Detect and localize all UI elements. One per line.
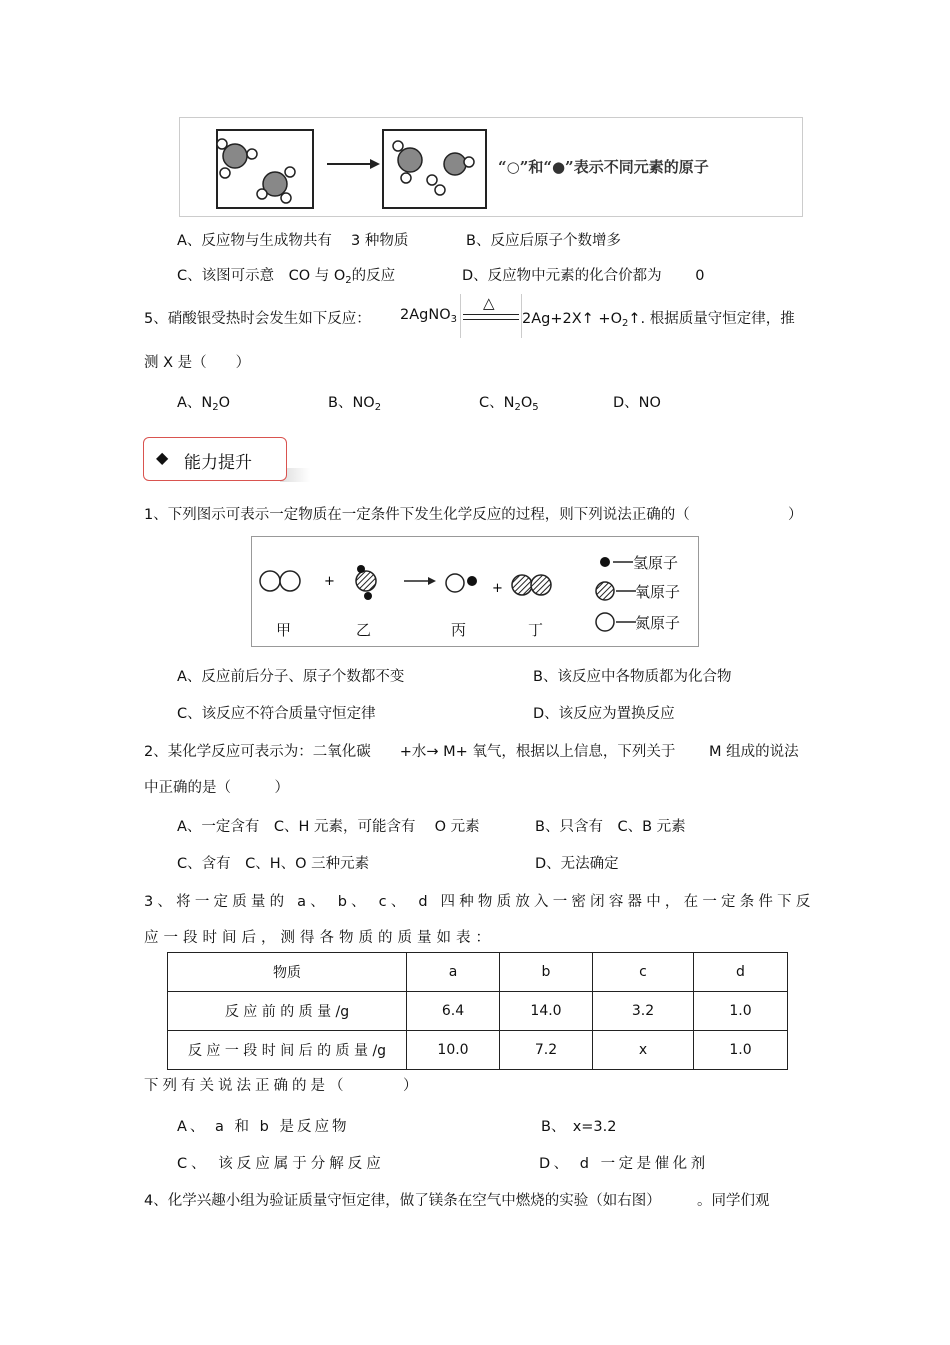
q5-products-text: 2Ag+2X↑ +O bbox=[522, 311, 622, 327]
q5-option-a-sub: 2 bbox=[212, 402, 219, 413]
table-cell: 14.0 bbox=[500, 992, 593, 1031]
q5-condition-box bbox=[460, 294, 522, 338]
p3-option-a: A、 a 和 b 是反应物 bbox=[177, 1119, 350, 1135]
q5-option-c bbox=[479, 391, 539, 413]
table-cell: 6.4 bbox=[407, 992, 500, 1031]
q4-option-d: D、反应物中元素的化合价都为 0 bbox=[462, 268, 705, 284]
table-header-cell: c bbox=[593, 953, 694, 992]
q5-equals-line-bottom bbox=[463, 319, 519, 320]
table-cell: 3.2 bbox=[593, 992, 694, 1031]
q5-option-a-text: A、N bbox=[177, 395, 213, 411]
table-cell: 反 应 一 段 时 间 后 的 质 量 /g bbox=[168, 1031, 407, 1070]
p1-stem-end: ） bbox=[788, 507, 803, 523]
q4-option-c-post: 的反应 bbox=[351, 268, 396, 284]
q4-option-a: A、反应物与生成物共有 3 种物质 bbox=[177, 233, 409, 249]
table-row bbox=[168, 1031, 788, 1070]
p3-option-d: D、 d 一定是催化剂 bbox=[539, 1156, 709, 1172]
reaction-figure-1-caption: “○”和“●”表示不同元素的原子 bbox=[498, 158, 709, 176]
label-ding: 丁 bbox=[528, 621, 544, 639]
p4-line1: 4、化学兴趣小组为验证质量守恒定律，做了镁条在空气中燃烧的实验（如右图） 。同学们观 bbox=[144, 1193, 770, 1209]
q4-option-c-text: C、该图可示意 CO 与 O bbox=[177, 268, 346, 284]
q5-equals-line-top bbox=[463, 314, 519, 315]
mass-table bbox=[167, 952, 788, 1070]
p3-option-b: B、 x=3.2 bbox=[541, 1119, 617, 1135]
table-cell: x bbox=[593, 1031, 694, 1070]
q5-reactant bbox=[400, 307, 457, 325]
p3-after: 下列有关说法正确的是（ ） bbox=[144, 1078, 422, 1094]
table-header-cell: a bbox=[407, 953, 500, 992]
label-yi: 乙 bbox=[356, 621, 372, 639]
q5-products bbox=[522, 307, 795, 329]
table-row bbox=[168, 992, 788, 1031]
p2-option-b: B、只含有 C、B 元素 bbox=[535, 819, 686, 835]
q5-option-b-sub: 2 bbox=[374, 402, 382, 413]
p2-option-c: C、含有 C、H、O 三种元素 bbox=[177, 856, 370, 872]
table-cell: 1.0 bbox=[694, 992, 788, 1031]
p1-option-a: A、反应前后分子、原子个数都不变 bbox=[177, 669, 405, 685]
svg-text:+: + bbox=[324, 574, 335, 589]
q5-reactant-sub: 3 bbox=[450, 314, 457, 325]
q5-option-b-text: B、NO bbox=[328, 395, 375, 411]
p3-line1: 3、将一定质量的 a、 b、 c、 d 四种物质放入一密闭容器中，在一定条件下反 bbox=[144, 894, 815, 910]
legend-hydrogen: 氢原子 bbox=[633, 554, 679, 572]
q5-reactant-text: 2AgNO bbox=[400, 307, 451, 323]
q4-option-c bbox=[177, 264, 395, 286]
p2-line1: 2、某化学反应可表示为：二氧化碳 +水→ M+ 氧气，根据以上信息，下列关于 M 组成的说法 bbox=[144, 744, 799, 760]
p2-option-a: A、一定含有 C、H 元素，可能含有 O 元素 bbox=[177, 819, 480, 835]
p2-line2: 中正确的是（ ） bbox=[144, 780, 289, 796]
p1-stem: 1、下列图示可表示一定物质在一定条件下发生化学反应的过程，则下列说法正确的（ bbox=[144, 507, 690, 523]
q5-option-b bbox=[328, 391, 381, 413]
q5-option-c-sub1: 2 bbox=[514, 402, 521, 413]
q5-option-a bbox=[177, 391, 230, 413]
p1-option-c: C、该反应不符合质量守恒定律 bbox=[177, 706, 376, 722]
svg-text:+: + bbox=[492, 581, 503, 596]
q4-option-c-sub: 2 bbox=[345, 275, 352, 286]
table-header-cell: d bbox=[694, 953, 788, 992]
table-cell: 7.2 bbox=[500, 1031, 593, 1070]
label-bing: 丙 bbox=[451, 621, 467, 639]
q5-condition: △ bbox=[483, 294, 495, 312]
legend-oxygen: 氧原子 bbox=[635, 583, 681, 601]
reaction-figure-1 bbox=[179, 117, 803, 217]
q5-lead: 5、硝酸银受热时会发生如下反应： bbox=[144, 311, 371, 327]
q5-option-a-post: O bbox=[218, 395, 231, 411]
p3-line2: 应一段时间后，测得各物质的质量如表： bbox=[144, 930, 495, 946]
q5-option-c-sub2: 5 bbox=[532, 402, 539, 413]
q5-line2: 测 X 是（ ） bbox=[144, 355, 251, 371]
table-header-cell: b bbox=[500, 953, 593, 992]
p1-option-d: D、该反应为置换反应 bbox=[533, 706, 675, 722]
legend-nitrogen: 氮原子 bbox=[635, 614, 681, 632]
reaction-figure-2-svg bbox=[252, 537, 698, 646]
section-marker: ◆ bbox=[156, 448, 169, 467]
table-cell: 反 应 前 的 质 量 /g bbox=[168, 992, 407, 1031]
q5-products-sub: 2 bbox=[621, 318, 629, 329]
q5-option-d: D、NO bbox=[613, 395, 661, 411]
p1-option-b: B、该反应中各物质都为化合物 bbox=[533, 669, 732, 685]
table-cell: 1.0 bbox=[694, 1031, 788, 1070]
q4-option-b: B、反应后原子个数增多 bbox=[466, 233, 621, 249]
table-header-cell: 物质 bbox=[168, 953, 407, 992]
reaction-figure-2 bbox=[251, 536, 699, 647]
p2-option-d: D、无法确定 bbox=[535, 856, 619, 872]
q5-products-post: ↑. 根据质量守恒定律，推 bbox=[628, 311, 795, 327]
p3-option-c: C、 该反应属于分解反应 bbox=[177, 1156, 385, 1172]
q5-option-c-text: C、N bbox=[479, 395, 515, 411]
q5-option-c-mid: O bbox=[520, 395, 533, 411]
label-jia: 甲 bbox=[276, 621, 292, 639]
table-cell: 10.0 bbox=[407, 1031, 500, 1070]
section-title: 能力提升 bbox=[184, 453, 252, 473]
section-heading bbox=[143, 437, 287, 481]
table-header-row bbox=[168, 953, 788, 992]
